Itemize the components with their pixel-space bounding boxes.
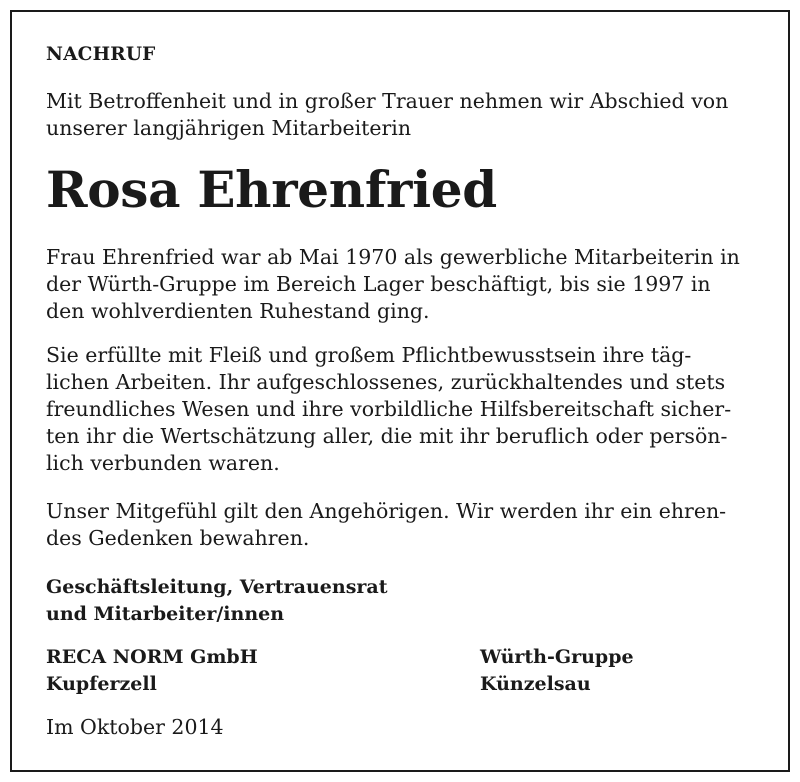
company-right-name: Würth-Gruppe: [480, 646, 634, 668]
intro-text: [46, 88, 758, 142]
paragraph-line: lich verbunden waren.: [46, 451, 280, 475]
obituary-notice: [10, 10, 790, 772]
paragraph-line: lichen Arbeiten. Ihr aufgeschlossenes, zurückhaltendes und stets: [46, 370, 726, 394]
paragraph-line: Frau Ehrenfried war ab Mai 1970 als gewerbliche Mitarbeiterin in: [46, 245, 740, 269]
signature-group: [46, 574, 388, 628]
company-left-name: RECA NORM GmbH: [46, 646, 258, 668]
paragraph-condolence: [46, 498, 758, 552]
company-left: [46, 644, 258, 698]
paragraph-employment: [46, 244, 758, 325]
company-right: [480, 644, 634, 698]
signature-line: und Mitarbeiter/innen: [46, 603, 285, 625]
intro-line: unserer langjährigen Mitarbeiterin: [46, 116, 412, 140]
paragraph-line: Unser Mitgefühl gilt den Angehörigen. Wir werden ihr ein ehren-: [46, 499, 727, 523]
paragraph-line: freundliches Wesen und ihre vorbildliche Hilfsbereitschaft sicher-: [46, 397, 732, 421]
paragraph-line: ten ihr die Wertschätzung aller, die mit ihr beruflich oder persön-: [46, 424, 728, 448]
paragraph-line: der Würth-Gruppe im Bereich Lager beschäftigt, bis sie 1997 in: [46, 272, 711, 296]
notice-date: Im Oktober 2014: [46, 715, 224, 739]
signature-line: Geschäftsleitung, Vertrauensrat: [46, 576, 388, 598]
company-right-city: Künzelsau: [480, 673, 591, 695]
notice-label: NACHRUF: [46, 44, 156, 65]
paragraph-line: den wohlverdienten Ruhestand ging.: [46, 299, 430, 323]
paragraph-tribute: [46, 342, 758, 477]
paragraph-line: des Gedenken bewahren.: [46, 526, 310, 550]
paragraph-line: Sie erfüllte mit Fleiß und großem Pflichtbewusstsein ihre täg-: [46, 343, 692, 367]
company-left-city: Kupferzell: [46, 673, 157, 695]
deceased-name: Rosa Ehrenfried: [46, 160, 497, 219]
intro-line: Mit Betroffenheit und in großer Trauer nehmen wir Abschied von: [46, 89, 729, 113]
